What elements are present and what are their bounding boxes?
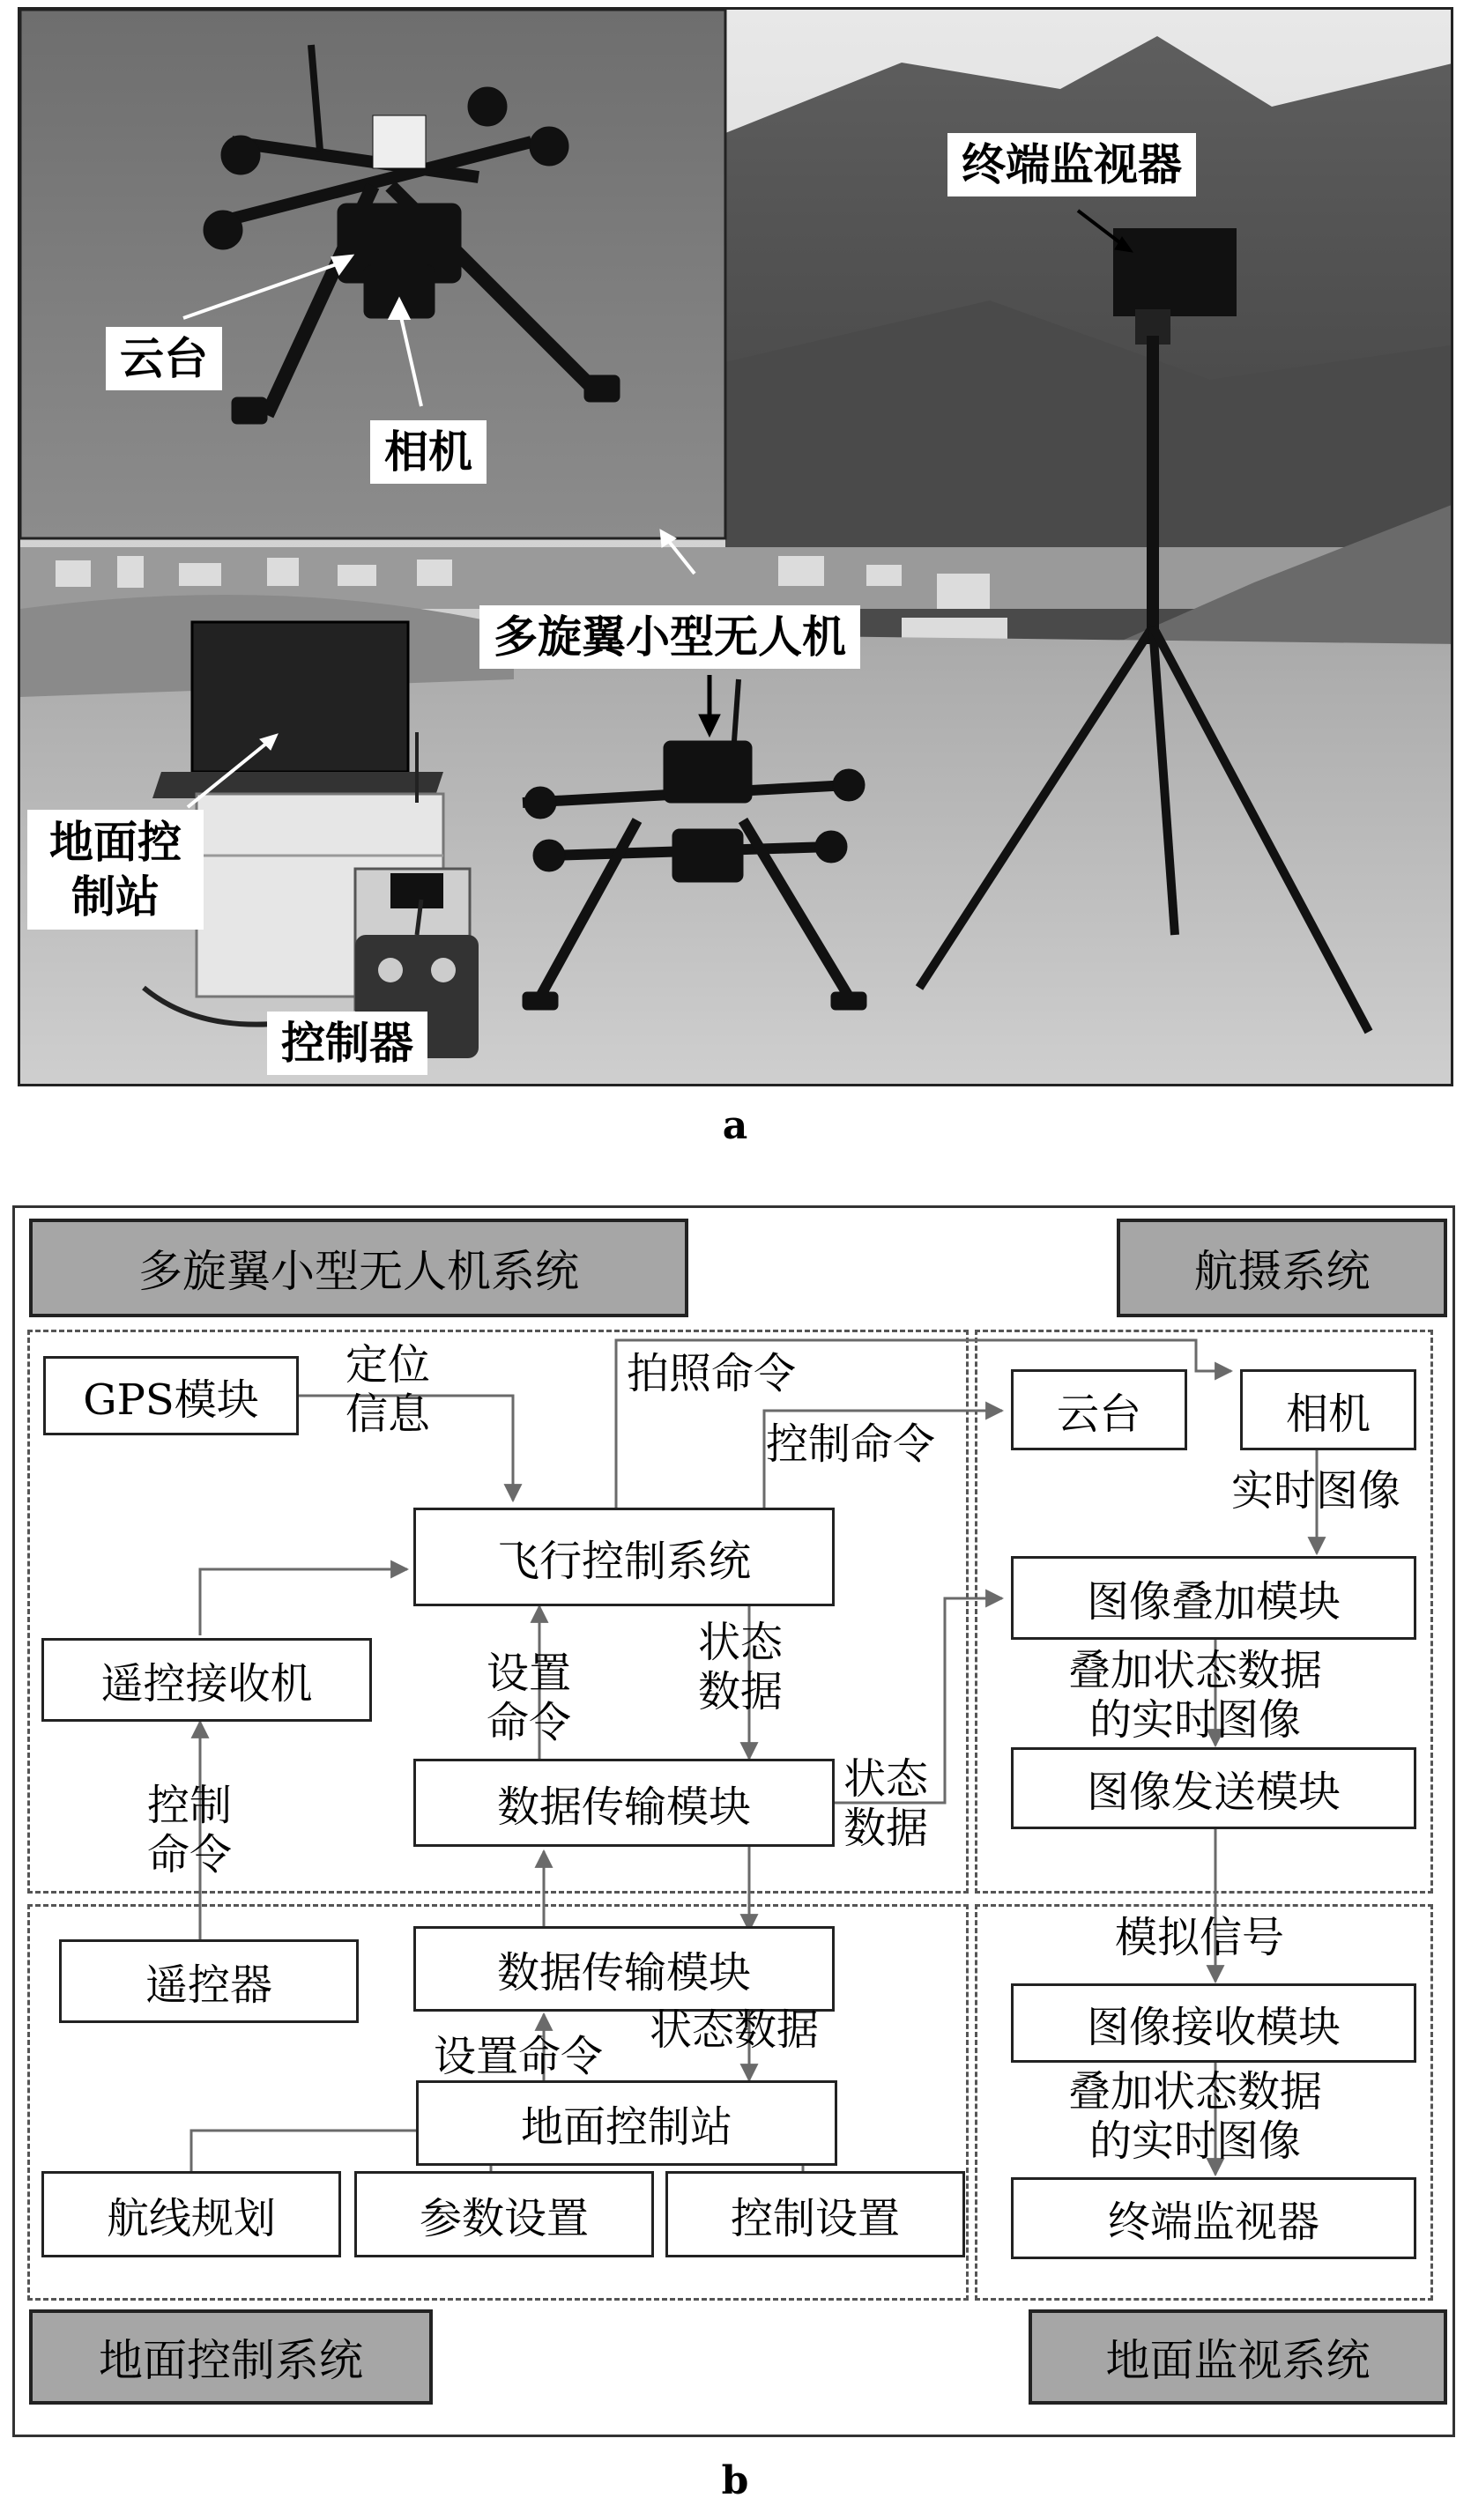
edge-label-setting-cmd-ground: 设置命令 [434,2032,604,2081]
edge-label-control-cmd-rc: 控制 命令 [147,1781,233,1879]
caption-b: b [721,2458,749,2503]
box-gimbal: 云台 [1011,1369,1187,1450]
label-ground-station: 地面控制站 [27,810,204,930]
box-image-send: 图像发送模块 [1011,1747,1416,1829]
box-remote: 遥控器 [59,1939,359,2023]
header-ground-control-system: 地面控制系统 [29,2309,433,2405]
box-image-receive: 图像接收模块 [1011,1983,1416,2063]
box-overlay: 图像叠加模块 [1011,1556,1416,1640]
edge-label-status-data-air: 状态 数据 [698,1618,784,1716]
header-uav-system: 多旋翼小型无人机系统 [29,1219,688,1317]
label-gimbal: 云台 [106,327,222,390]
label-drone: 多旋翼小型无人机 [479,605,860,669]
system-diagram [12,1205,1455,2437]
box-flight-control: 飞行控制系统 [413,1508,835,1606]
photo-scene [20,10,1453,1086]
edge-label-analog-signal: 模拟信号 [1115,1913,1285,1962]
edge-label-setting-cmd-air: 设置 命令 [487,1649,572,1747]
header-ground-monitor-system: 地面监视系统 [1029,2309,1447,2405]
box-camera: 相机 [1240,1369,1416,1450]
label-monitor: 终端监视器 [947,133,1196,196]
edge-label-realtime-image: 实时图像 [1231,1466,1401,1516]
edge-label-photo-cmd: 拍照命令 [627,1349,797,1398]
caption-a: a [722,1103,748,1148]
box-route-planning: 航线规划 [41,2171,341,2257]
header-aerial-system: 航摄系统 [1117,1219,1447,1317]
label-camera: 相机 [370,420,487,484]
box-ground-station: 地面控制站 [416,2080,837,2166]
box-rc-receiver: 遥控接收机 [41,1638,372,1722]
label-controller: 控制器 [267,1012,427,1075]
box-param-settings: 参数设置 [354,2171,654,2257]
edge-label-status-data-ground: 状态数据 [650,2005,820,2055]
box-monitor: 终端监视器 [1011,2177,1416,2259]
edge-label-status-data-right: 状态 数据 [843,1754,929,1853]
field-photo [18,7,1453,1086]
edge-label-control-cmd: 控制命令 [766,1419,936,1469]
box-data-tx-ground: 数据传输模块 [413,1926,835,2012]
box-gps: GPS模块 [43,1356,299,1435]
edge-label-position-info: 定位 信息 [345,1340,431,1439]
box-control-settings: 控制设置 [665,2171,965,2257]
edge-label-overlay-image-1: 叠加状态数据 的实时图像 [1068,1646,1323,1745]
box-data-tx-air: 数据传输模块 [413,1759,835,1847]
edge-label-overlay-image-2: 叠加状态数据 的实时图像 [1068,2067,1323,2166]
